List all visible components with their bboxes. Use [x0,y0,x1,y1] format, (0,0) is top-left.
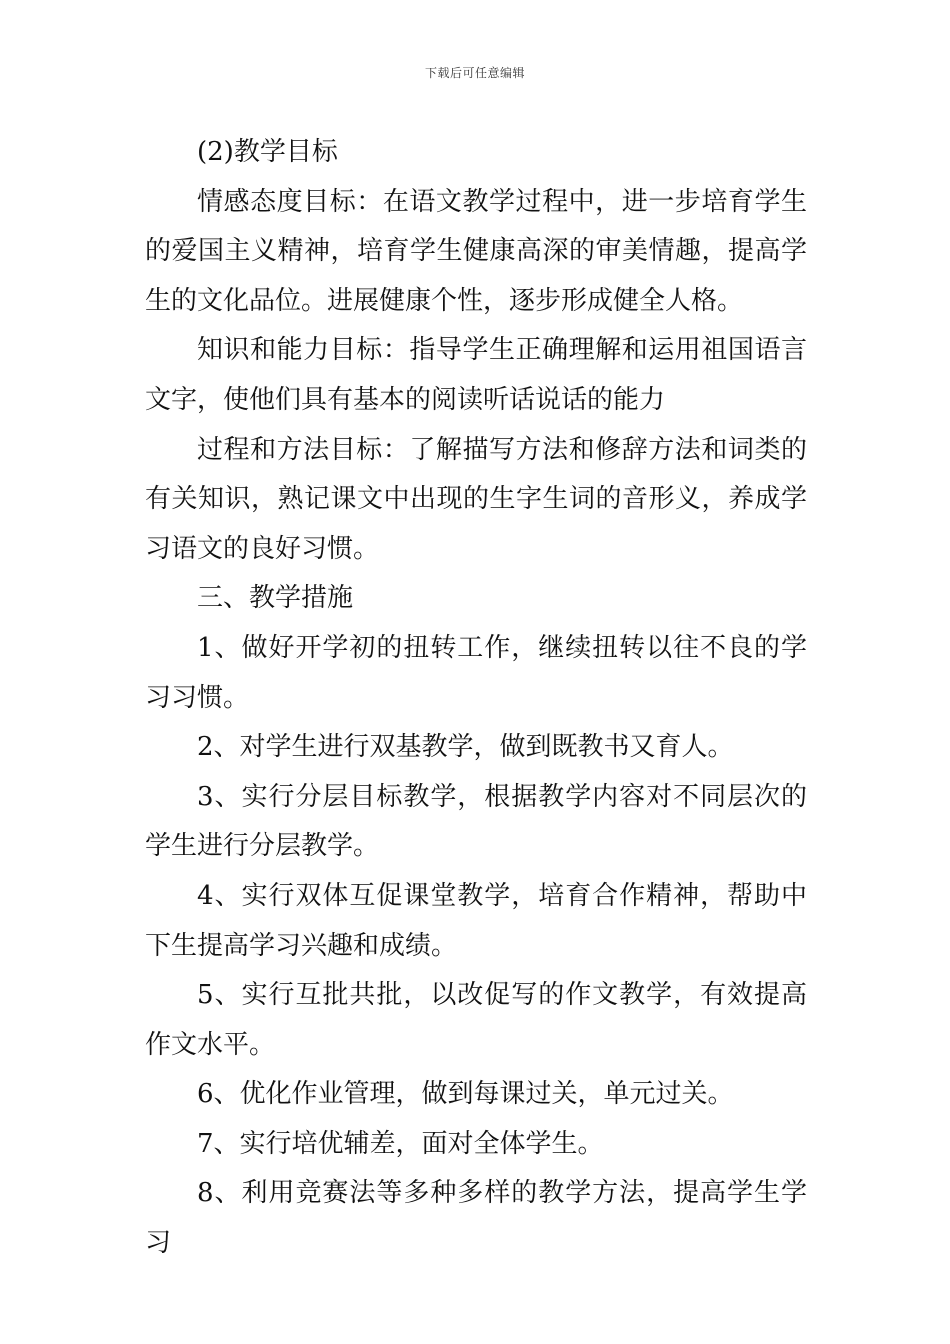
section-heading-teaching-goals: (2)教学目标 [197,137,338,167]
paragraph-knowledge-goal: 知识和能力目标：指导学生正确理解和运用祖国语言文字，使他们具有基本的阅读听话说话的能力 [145,335,807,415]
document-body [145,128,807,1269]
list-item-measure-1: 1、做好开学初的扭转工作，继续扭转以往不良的学习习惯。 [145,632,807,713]
list-item-measure-5: 5、实行互批共批，以改促写的作文教学，有效提高作文水平。 [145,980,807,1060]
list-item-measure-7: 7、实行培优辅差，面对全体学生。 [197,1128,604,1159]
paragraph-emotion-goal: 情感态度目标：在语文教学过程中，进一步培育学生的爱国主义精神，培育学生健康高深的审美情趣，提高学生的文化品位。进展健康个性，逐步形成健全人格。 [145,186,807,316]
list-item-measure-4: 4、实行双体互促课堂教学，培育合作精神，帮助中下生提高学习兴趣和成绩。 [145,880,807,961]
list-item-measure-8: 8、利用竞赛法等多种多样的教学方法，提高学生学习 [145,1178,807,1259]
page-header: 下载后可任意编辑 [424,66,525,80]
list-item-measure-6: 6、优化作业管理，做到每课过关，单元过关。 [197,1079,734,1110]
section-heading-teaching-measures: 三、教学措施 [197,583,354,614]
list-item-measure-3: 3、实行分层目标教学，根据教学内容对不同层次的学生进行分层教学。 [145,781,807,862]
list-item-measure-2: 2、对学生进行双基教学，做到既教书又育人。 [197,732,734,763]
paragraph-process-goal: 过程和方法目标：了解描写方法和修辞方法和词类的有关知识，熟记课文中出现的生字生词的音形义，养成学习语文的良好习惯。 [145,434,807,564]
